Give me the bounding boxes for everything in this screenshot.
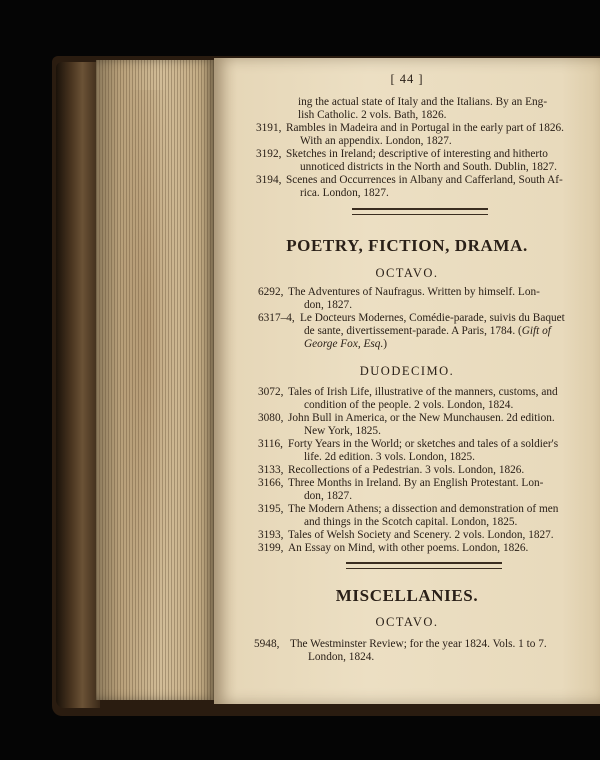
book-page: [214, 58, 600, 704]
entry-line: condition of the people. 2 vols. London, 1824.: [304, 399, 514, 411]
entry-line: Three Months in Ireland. By an English Protestant. Lon-: [288, 477, 544, 489]
entry-line: Le Docteurs Modernes, Comédie-parade, suivis du Baquet: [300, 312, 565, 324]
entry-line: Tales of Irish Life, illustrative of the manners, customs, and: [288, 386, 558, 398]
entry-line: unnoticed districts in the North and South. Dublin, 1827.: [300, 161, 557, 173]
entry-line: An Essay on Mind, with other poems. London, 1826.: [288, 542, 529, 554]
entry-line: Tales of Welsh Society and Scenery. 2 vols. London, 1827.: [288, 529, 554, 541]
entry-line: Forty Years in the World; or sketches and tales of a soldier's: [288, 438, 559, 450]
entry-number: 3195,: [258, 503, 284, 515]
entry-line: don, 1827.: [304, 490, 353, 502]
entry-line: Scenes and Occurrences in Albany and Cafferland, South Af-: [286, 174, 563, 186]
entry-line: Recollections of a Pedestrian. 3 vols. London, 1826.: [288, 464, 525, 476]
entry-number: 3191,: [256, 122, 282, 134]
entry-number: 6292,: [258, 286, 284, 298]
entry-number: 3193,: [258, 529, 284, 541]
entry-line: rica. London, 1827.: [300, 187, 389, 199]
section-rule: [346, 562, 502, 569]
entry-line: The Adventures of Naufragus. Written by himself. Lon-: [288, 286, 540, 298]
entry-line: life. 2d edition. 3 vols. London, 1825.: [304, 451, 476, 463]
entry-line: lish Catholic. 2 vols. Bath, 1826.: [298, 109, 447, 121]
section-title: MISCELLANIES.: [335, 586, 479, 605]
entry-number: 3080,: [258, 412, 284, 424]
entry-line: George Fox, Esq.): [304, 338, 388, 350]
entry-line: London, 1824.: [308, 651, 375, 663]
entry-number: 3194,: [256, 174, 282, 186]
entry-line: don, 1827.: [304, 299, 353, 311]
page-edge-stain: [118, 90, 178, 690]
entry-line: New York, 1825.: [304, 425, 381, 437]
entry-line: and things in the Scotch capital. London, 1825.: [304, 516, 518, 528]
entry-line: John Bull in America, or the New Munchausen. 2d edition.: [288, 412, 555, 424]
page-number: [ 44 ]: [390, 72, 424, 86]
section-rule: [352, 208, 488, 215]
entry-line: de sante, divertissement-parade. A Paris, 1784. (Gift of: [304, 325, 551, 337]
book-spine: [56, 62, 100, 708]
entry-number: 3192,: [256, 148, 282, 160]
entry-line: The Westminster Review; for the year 1824. Vols. 1 to 7.: [290, 638, 547, 650]
entry-line: Sketches in Ireland; descriptive of interesting and hitherto: [286, 148, 548, 160]
section-title: POETRY, FICTION, DRAMA.: [286, 236, 528, 255]
entry-number: 6317–4,: [258, 312, 295, 324]
entry-line: ing the actual state of Italy and the Italians. By an Eng-: [298, 96, 548, 108]
subsection-title: DUODECIMO.: [359, 364, 455, 378]
entry-number: 3199,: [258, 542, 284, 554]
entry-number: 3116,: [258, 438, 283, 450]
entry-line: Rambles in Madeira and in Portugal in the early part of 1826.: [286, 122, 564, 134]
entry-number: 3166,: [258, 477, 284, 489]
subsection-title: OCTAVO.: [375, 266, 439, 280]
entry-number: 5948,: [254, 638, 280, 650]
entry-number: 3133,: [258, 464, 284, 476]
entry-number: 3072,: [258, 386, 284, 398]
entry-line: With an appendix. London, 1827.: [300, 135, 452, 147]
entry-line: The Modern Athens; a dissection and demonstration of men: [288, 503, 559, 515]
subsection-title: OCTAVO.: [375, 615, 439, 629]
